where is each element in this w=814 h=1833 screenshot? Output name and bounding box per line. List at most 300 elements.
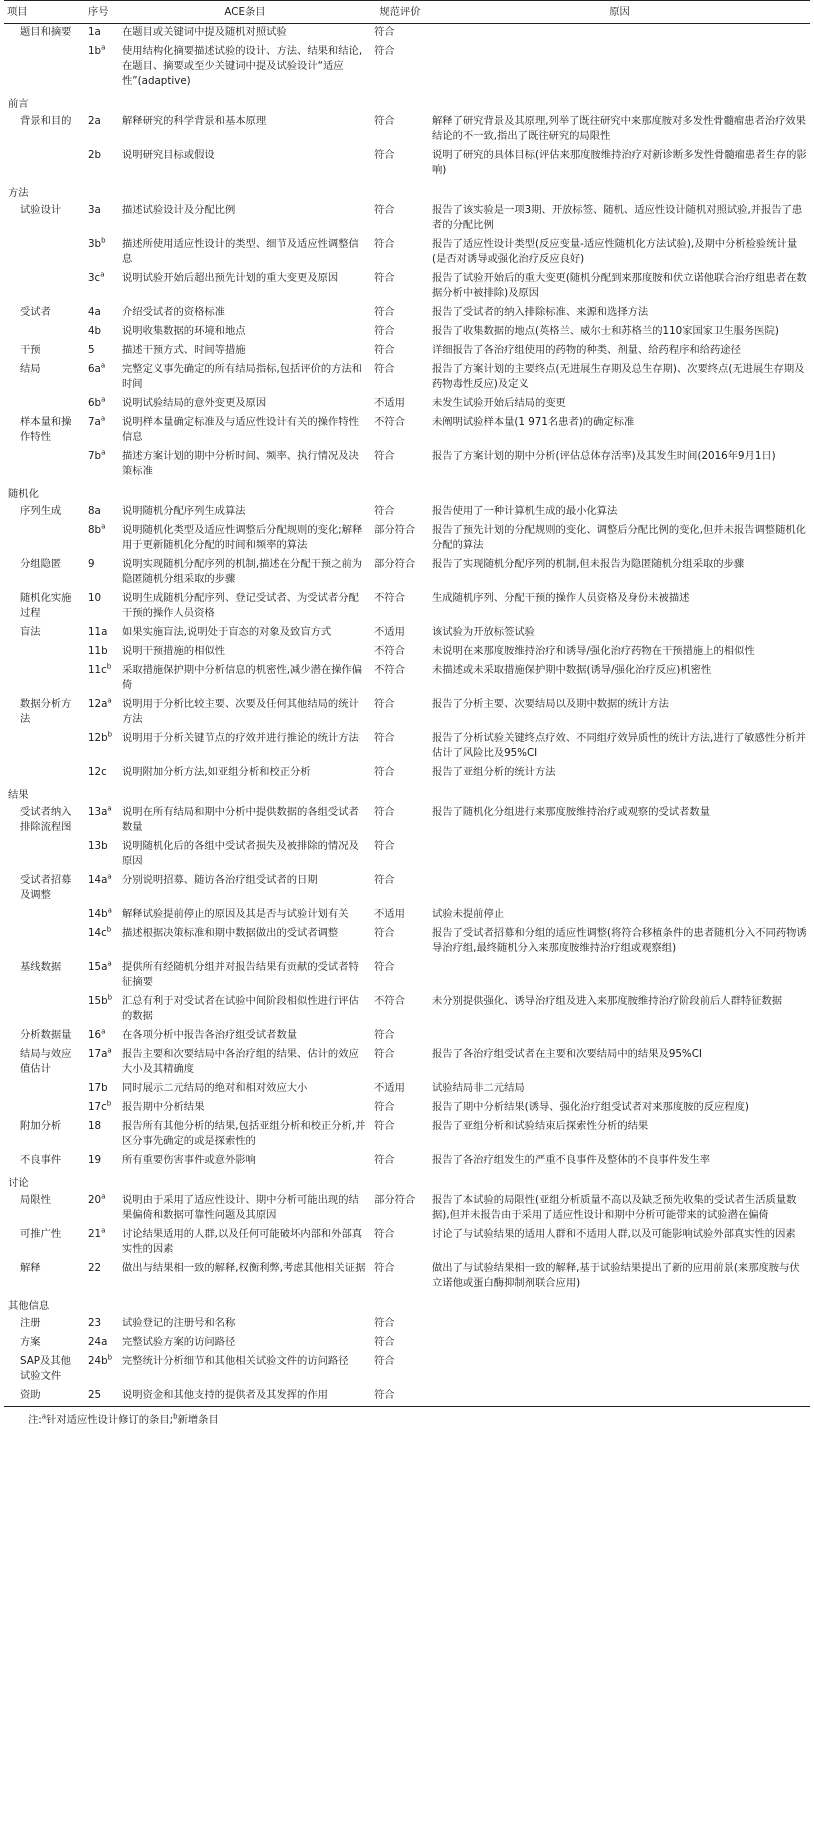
row-evaluation: 符合 — [371, 1387, 429, 1407]
row-evaluation: 不符合 — [374, 664, 405, 676]
row-item: 说明由于采用了适应性设计、期中分析可能出现的结果偏倚和数据可靠性问题及其原因 — [122, 1194, 359, 1221]
row-number-cell — [84, 1046, 119, 1080]
row-number: 13a — [88, 806, 108, 818]
row-number: 19 — [88, 1154, 102, 1166]
table-row — [4, 503, 810, 522]
row-evaluation: 不适用 — [374, 397, 405, 409]
row-reason: 报告了分析主要、次要结局以及期中数据的统计方法 — [432, 698, 669, 710]
table-row — [4, 643, 810, 662]
row-category: 分组隐匿 — [20, 558, 62, 570]
row-reason — [429, 1334, 810, 1353]
row-reason: 该试验为开放标签试验 — [432, 626, 535, 638]
section-label: 前言 — [8, 98, 29, 110]
row-category — [4, 1099, 84, 1118]
table-row — [4, 24, 810, 44]
row-reason: 做出了与试验结果相一致的解释,基于试验结果提出了新的应用前景(来那度胺与伏立诺他或蛋白酶抑制剂联合应用) — [432, 1262, 800, 1289]
row-item: 讨论结果适用的人群,以及任何可能破坏内部和外部真实性的因素 — [122, 1228, 363, 1255]
table-row — [4, 624, 810, 643]
table-row — [4, 872, 810, 906]
row-evaluation: 符合 — [374, 26, 395, 38]
row-number: 11c — [88, 664, 107, 676]
row-category: 试验设计 — [20, 204, 62, 216]
row-number: 5 — [88, 344, 95, 356]
row-number-mark: b — [107, 993, 113, 1002]
row-category — [4, 906, 84, 925]
row-item: 做出与结果相一致的解释,权衡利弊,考虑其他相关证据 — [122, 1262, 366, 1274]
section-row — [4, 1294, 810, 1315]
row-number-mark: a — [101, 522, 106, 531]
row-evaluation: 符合 — [374, 149, 395, 161]
row-reason: 报告了该实验是一项3期、开放标签、随机、适应性设计随机对照试验,并报告了患者的分配比例 — [432, 204, 803, 231]
row-category — [4, 993, 84, 1027]
section-row — [4, 1171, 810, 1192]
table-row — [4, 147, 810, 181]
table-row — [4, 1260, 810, 1294]
table-row — [4, 304, 810, 323]
table-row — [4, 236, 810, 270]
row-number: 4a — [88, 306, 101, 318]
row-evaluation: 部分符合 — [374, 524, 416, 536]
row-number-cell — [84, 1353, 119, 1387]
row-category — [4, 270, 84, 304]
footnote-mark-b: b — [173, 1412, 178, 1421]
row-number: 23 — [88, 1317, 102, 1329]
row-evaluation: 符合 — [374, 874, 395, 886]
row-number: 15b — [88, 995, 108, 1007]
row-category: 不良事件 — [20, 1154, 62, 1166]
row-evaluation: 符合 — [374, 204, 395, 216]
row-item: 在各项分析中报告各治疗组受试者数量 — [122, 1029, 298, 1041]
row-item: 汇总有利于对受试者在试验中间阶段相似性进行评估的数据 — [122, 995, 359, 1022]
row-category — [4, 643, 84, 662]
row-number-cell — [84, 696, 119, 730]
row-number-cell — [84, 959, 119, 993]
row-number: 25 — [88, 1389, 102, 1401]
row-evaluation: 不符合 — [374, 645, 405, 657]
row-number: 2b — [88, 149, 102, 161]
row-reason: 报告使用了一种计算机生成的最小化算法 — [432, 505, 618, 517]
row-item: 说明附加分析方法,如亚组分析和校正分析 — [122, 766, 311, 778]
section-label: 方法 — [8, 187, 29, 199]
row-number: 14c — [88, 927, 107, 939]
row-category: 结局 — [20, 363, 41, 375]
row-evaluation: 符合 — [374, 732, 395, 744]
row-reason: 未分别提供强化、诱导治疗组及进入来那度胺维持治疗阶段前后人群特征数据 — [432, 995, 783, 1007]
header-number: 序号 — [84, 1, 119, 24]
table-row — [4, 993, 810, 1027]
row-number-mark: a — [101, 448, 106, 457]
row-item: 完整定义事先确定的所有结局指标,包括评价的方法和时间 — [122, 363, 363, 390]
row-reason — [429, 24, 810, 44]
section-row — [4, 482, 810, 503]
table-row — [4, 804, 810, 838]
row-number-cell — [84, 993, 119, 1027]
row-number-mark: a — [100, 270, 105, 279]
row-item: 说明随机化后的各组中受试者损失及被排除的情况及原因 — [122, 840, 359, 867]
row-number-mark: a — [101, 395, 106, 404]
table-row — [4, 448, 810, 482]
footnote-text-b: 新增条目 — [177, 1414, 219, 1426]
table-row — [4, 414, 810, 448]
row-evaluation: 符合 — [374, 1154, 395, 1166]
row-number: 12a — [88, 698, 108, 710]
row-number-mark: a — [107, 959, 112, 968]
row-reason: 报告了收集数据的地点(英格兰、威尔士和苏格兰的110家国家卫生服务医院) — [432, 325, 779, 337]
table-body — [4, 24, 810, 1407]
row-evaluation: 符合 — [374, 238, 395, 250]
row-item: 说明随机分配序列生成算法 — [122, 505, 246, 517]
row-number-cell — [84, 202, 119, 236]
row-number-cell — [84, 448, 119, 482]
row-evaluation: 符合 — [374, 840, 395, 852]
row-category — [4, 730, 84, 764]
row-number-cell — [84, 1387, 119, 1407]
row-number-cell — [84, 804, 119, 838]
row-evaluation: 符合 — [374, 306, 395, 318]
row-category: 盲法 — [20, 626, 41, 638]
row-item: 解释研究的科学背景和基本原理 — [122, 115, 267, 127]
table-row — [4, 323, 810, 342]
row-number-cell — [84, 1027, 119, 1046]
row-category — [4, 236, 84, 270]
row-number: 6b — [88, 397, 102, 409]
row-number-cell — [84, 730, 119, 764]
row-item: 完整统计分析细节和其他相关试验文件的访问路径 — [122, 1355, 349, 1367]
row-number-mark: a — [107, 906, 112, 915]
row-number-cell — [84, 395, 119, 414]
row-category — [4, 448, 84, 482]
row-evaluation: 符合 — [374, 766, 395, 778]
row-category: 可推广性 — [20, 1228, 62, 1240]
row-number-mark: b — [107, 1353, 113, 1362]
row-category: 受试者招募及调整 — [20, 874, 72, 901]
row-number-cell — [84, 925, 119, 959]
row-item: 使用结构化摘要描述试验的设计、方法、结果和结论,在题目、摘要或至少关键词中提及试验设计“适应性”(adaptive) — [122, 45, 363, 87]
row-number-cell — [84, 1192, 119, 1226]
row-number: 24a — [88, 1336, 108, 1348]
row-item: 说明研究目标或假设 — [122, 149, 215, 161]
row-item: 说明资金和其他支持的提供者及其发挥的作用 — [119, 1387, 371, 1407]
row-reason: 解释了研究背景及其原理,列举了既往研究中来那度胺对多发性骨髓瘤患者治疗效果结论的不一致,指出了既往研究的局限性 — [432, 115, 806, 142]
row-reason: 报告了方案计划的主要终点(无进展生存期及总生存期)、次要终点(无进展生存期及药物毒性反应)及定义 — [432, 363, 805, 390]
row-evaluation: 符合 — [374, 1101, 395, 1113]
row-item: 完整试验方案的访问路径 — [122, 1336, 236, 1348]
row-number: 12b — [88, 732, 108, 744]
row-evaluation: 符合 — [374, 806, 395, 818]
table-row — [4, 556, 810, 590]
row-reason: 报告了各治疗组发生的严重不良事件及整体的不良事件发生率 — [432, 1154, 711, 1166]
row-reason: 试验结局非二元结局 — [432, 1082, 525, 1094]
table-row — [4, 1118, 810, 1152]
row-number-mark: b — [106, 925, 112, 934]
row-evaluation: 符合 — [374, 115, 395, 127]
footnote-mark-a: a — [41, 1412, 47, 1421]
row-reason: 报告了亚组分析的统计方法 — [432, 766, 556, 778]
row-reason: 试验未提前停止 — [432, 908, 505, 920]
table-row — [4, 838, 810, 872]
table-row — [4, 270, 810, 304]
table-row — [4, 662, 810, 696]
row-number: 17b — [88, 1082, 108, 1094]
row-number-mark: b — [101, 236, 106, 245]
row-number: 14b — [88, 908, 108, 920]
row-number-cell — [84, 624, 119, 643]
row-number-cell — [84, 522, 119, 556]
row-evaluation: 符合 — [374, 45, 395, 57]
row-number-cell — [84, 323, 119, 342]
row-item: 在题目或关键词中提及随机对照试验 — [122, 26, 287, 38]
row-evaluation: 符合 — [374, 272, 395, 284]
row-number: 17c — [88, 1101, 107, 1113]
table-row — [4, 1315, 810, 1334]
row-number-cell — [84, 1099, 119, 1118]
row-number-cell — [84, 304, 119, 323]
row-category — [4, 662, 84, 696]
row-number-mark: a — [100, 361, 106, 370]
table-header-row — [4, 1, 810, 24]
footnote-text-a: 针对适应性设计修订的条目; — [46, 1414, 174, 1426]
row-category: 干预 — [20, 344, 41, 356]
table-row — [4, 1046, 810, 1080]
row-number: 11a — [88, 626, 108, 638]
table-row — [4, 43, 810, 92]
row-category — [4, 1080, 84, 1099]
row-number-cell — [84, 1226, 119, 1260]
row-category — [4, 43, 84, 92]
row-item: 所有重要伤害事件或意外影响 — [122, 1154, 256, 1166]
row-category: 注册 — [20, 1317, 41, 1329]
row-category: 数据分析方法 — [20, 698, 72, 725]
header-reason: 原因 — [429, 1, 810, 24]
row-number: 17a — [88, 1048, 108, 1060]
table-row — [4, 590, 810, 624]
row-category: 结局与效应值估计 — [20, 1048, 72, 1075]
row-item: 说明样本量确定标准及与适应性设计有关的操作特性信息 — [122, 416, 359, 443]
row-number: 1b — [88, 45, 102, 57]
row-number: 12c — [88, 766, 107, 778]
row-category: 序列生成 — [20, 505, 62, 517]
row-item: 说明实现随机分配序列的机制,描述在分配干预之前为隐匿随机分组采取的步骤 — [122, 558, 363, 585]
row-evaluation: 不适用 — [374, 1082, 405, 1094]
footnote-prefix: 注: — [28, 1414, 42, 1426]
row-number: 24b — [88, 1355, 108, 1367]
row-evaluation: 符合 — [374, 1317, 395, 1329]
section-row — [4, 92, 810, 113]
row-number-mark: a — [107, 1046, 112, 1055]
row-number: 7b — [88, 450, 102, 462]
row-category: 解释 — [20, 1262, 41, 1274]
row-number-mark: a — [107, 804, 112, 813]
section-row — [4, 783, 810, 804]
row-evaluation: 符合 — [374, 1355, 395, 1367]
row-reason: 报告了预先计划的分配规则的变化、调整后分配比例的变化,但并未报告调整随机化分配的算法 — [432, 524, 806, 551]
row-reason: 报告了实现随机分配序列的机制,但未报告为隐匿随机分组采取的步骤 — [432, 558, 745, 570]
row-evaluation: 不符合 — [374, 995, 405, 1007]
header-evaluation: 规范评价 — [371, 1, 429, 24]
row-evaluation: 符合 — [374, 1120, 395, 1132]
row-number: 18 — [88, 1120, 102, 1132]
row-number-mark: a — [100, 414, 106, 423]
table-row — [4, 1226, 810, 1260]
row-evaluation: 符合 — [374, 450, 395, 462]
row-number: 2a — [88, 115, 101, 127]
row-category — [4, 147, 84, 181]
row-evaluation: 部分符合 — [374, 1194, 416, 1206]
row-number-cell — [84, 113, 119, 147]
row-number: 20 — [88, 1194, 102, 1206]
row-number: 13b — [88, 840, 108, 852]
row-number-cell — [84, 643, 119, 662]
row-reason: 报告了试验开始后的重大变更(随机分配到来那度胺和伏立诺他联合治疗组患者在数据分析中被排除)及原因 — [432, 272, 807, 299]
row-number-mark: b — [106, 662, 112, 671]
row-category — [4, 764, 84, 783]
row-category: 题目和摘要 — [20, 26, 72, 38]
section-label: 其他信息 — [8, 1300, 50, 1312]
row-number-cell — [84, 1260, 119, 1294]
row-item: 说明在所有结局和期中分析中提供数据的各组受试者数量 — [122, 806, 359, 833]
row-reason — [429, 838, 810, 872]
table-row — [4, 925, 810, 959]
row-number: 7a — [88, 416, 101, 428]
table-row — [4, 342, 810, 361]
row-number-cell — [84, 872, 119, 906]
row-number-cell — [84, 236, 119, 270]
row-number: 22 — [88, 1262, 102, 1274]
row-number: 4b — [88, 325, 102, 337]
row-item: 试验登记的注册号和名称 — [122, 1317, 236, 1329]
row-category — [4, 838, 84, 872]
row-reason: 报告了期中分析结果(诱导、强化治疗组受试者对来那度胺的反应程度) — [432, 1101, 749, 1113]
row-item: 说明试验开始后超出预先计划的重大变更及原因 — [122, 272, 339, 284]
row-number-mark: a — [107, 872, 112, 881]
row-number: 14a — [88, 874, 108, 886]
row-reason: 报告了受试者的纳入排除标准、来源和选择方法 — [432, 306, 649, 318]
row-evaluation: 符合 — [374, 1336, 395, 1348]
row-number-cell — [84, 764, 119, 783]
row-reason: 讨论了与试验结果的适用人群和不适用人群,以及可能影响试验外部真实性的因素 — [432, 1228, 796, 1240]
table-row — [4, 1334, 810, 1353]
row-number-cell — [84, 503, 119, 522]
row-evaluation: 符合 — [374, 505, 395, 517]
row-item: 解释试验提前停止的原因及其是否与试验计划有关 — [122, 908, 349, 920]
table-row — [4, 202, 810, 236]
row-evaluation: 符合 — [374, 1262, 395, 1274]
table-row — [4, 959, 810, 993]
row-reason — [429, 1315, 810, 1334]
row-item: 描述试验设计及分配比例 — [122, 204, 236, 216]
row-number: 15a — [88, 961, 108, 973]
row-item: 介绍受试者的资格标准 — [122, 306, 225, 318]
ace-checklist-table — [4, 0, 810, 1407]
row-number: 21 — [88, 1228, 102, 1240]
row-number-cell — [84, 1315, 119, 1334]
row-evaluation: 不符合 — [374, 416, 405, 428]
row-number-cell — [84, 556, 119, 590]
table-row — [4, 696, 810, 730]
table-row — [4, 730, 810, 764]
header-item: ACE条目 — [119, 1, 371, 24]
row-item: 描述根据决策标准和期中数据做出的受试者调整 — [122, 927, 339, 939]
row-reason: 报告了方案计划的期中分析(评估总体存活率)及其发生时间(2016年9月1日) — [432, 450, 776, 462]
table-row — [4, 1099, 810, 1118]
table-row — [4, 1080, 810, 1099]
row-category: 受试者 — [20, 306, 51, 318]
row-reason — [429, 959, 810, 993]
row-evaluation: 符合 — [374, 325, 395, 337]
row-category — [4, 522, 84, 556]
row-number: 11b — [88, 645, 108, 657]
row-reason: 报告了各治疗组受试者在主要和次要结局中的结果及95%CI — [432, 1048, 702, 1060]
row-number-mark: a — [101, 1192, 106, 1201]
table-row — [4, 906, 810, 925]
table-row — [4, 1387, 810, 1407]
row-number: 3c — [88, 272, 101, 284]
row-reason — [429, 872, 810, 906]
row-number-cell — [84, 662, 119, 696]
row-number-cell — [84, 1152, 119, 1171]
table-row — [4, 361, 810, 395]
row-number-mark: b — [106, 1099, 112, 1108]
table-row — [4, 1027, 810, 1046]
row-number-mark: a — [101, 1027, 106, 1036]
row-reason: 说明了研究的具体目标(评估来那度胺维持治疗对新诊断多发性骨髓瘤患者生存的影响) — [432, 149, 807, 176]
row-item: 说明用于分析比较主要、次要及任何其他结局的统计方法 — [122, 698, 359, 725]
row-item: 如果实施盲法,说明处于盲态的对象及致盲方式 — [122, 626, 332, 638]
row-number: 3a — [88, 204, 101, 216]
table-row — [4, 1353, 810, 1387]
header-category: 项目 — [4, 1, 84, 24]
row-category — [4, 925, 84, 959]
table-row — [4, 522, 810, 556]
row-category: 背景和目的 — [20, 115, 72, 127]
table-row — [4, 1152, 810, 1171]
row-category: 分析数据量 — [20, 1029, 72, 1041]
row-number-cell — [84, 1334, 119, 1353]
row-reason: 报告了分析试验关键终点疗效、不同组疗效异质性的统计方法,进行了敏感性分析并估计了风险比及95%CI — [432, 732, 806, 759]
row-evaluation: 符合 — [374, 961, 395, 973]
row-number-mark: a — [107, 696, 112, 705]
row-item: 说明干预措施的相似性 — [122, 645, 225, 657]
row-reason: 报告了适应性设计类型(反应变量-适应性随机化方法试验),及期中分析检验统计量(是否对诱导或强化治疗反应良好) — [432, 238, 798, 265]
row-category: 随机化实施过程 — [20, 592, 72, 619]
table-row — [4, 1192, 810, 1226]
row-reason: 未发生试验开始后结局的变更 — [432, 397, 566, 409]
row-category: 资助 — [4, 1387, 84, 1407]
row-evaluation: 不符合 — [374, 592, 405, 604]
row-category: 受试者纳入排除流程图 — [20, 806, 72, 833]
row-number: 9 — [88, 558, 95, 570]
row-category — [4, 395, 84, 414]
row-number-cell — [84, 1080, 119, 1099]
row-number-cell — [84, 414, 119, 448]
row-item: 报告主要和次要结局中各治疗组的结果、估计的效应大小及其精确度 — [122, 1048, 359, 1075]
row-item: 描述方案计划的期中分析时间、频率、执行情况及决策标准 — [122, 450, 359, 477]
row-reason: 详细报告了各治疗组使用的药物的种类、剂量、给药程序和给药途径 — [432, 344, 741, 356]
section-row — [4, 181, 810, 202]
row-item: 说明试验结局的意外变更及原因 — [122, 397, 267, 409]
row-number-mark: a — [101, 1226, 106, 1235]
row-number: 8a — [88, 505, 101, 517]
row-evaluation: 不适用 — [374, 626, 405, 638]
row-item: 报告期中分析结果 — [122, 1101, 205, 1113]
row-evaluation: 符合 — [374, 363, 395, 375]
row-reason — [429, 1387, 810, 1407]
row-number-cell — [84, 43, 119, 92]
row-number-mark: a — [101, 43, 106, 52]
row-evaluation: 符合 — [374, 698, 395, 710]
row-item: 说明随机化类型及适应性调整后分配规则的变化;解释用于更新随机化分配的时间和频率的算法 — [122, 524, 363, 551]
row-item: 描述干预方式、时间等措施 — [122, 344, 246, 356]
